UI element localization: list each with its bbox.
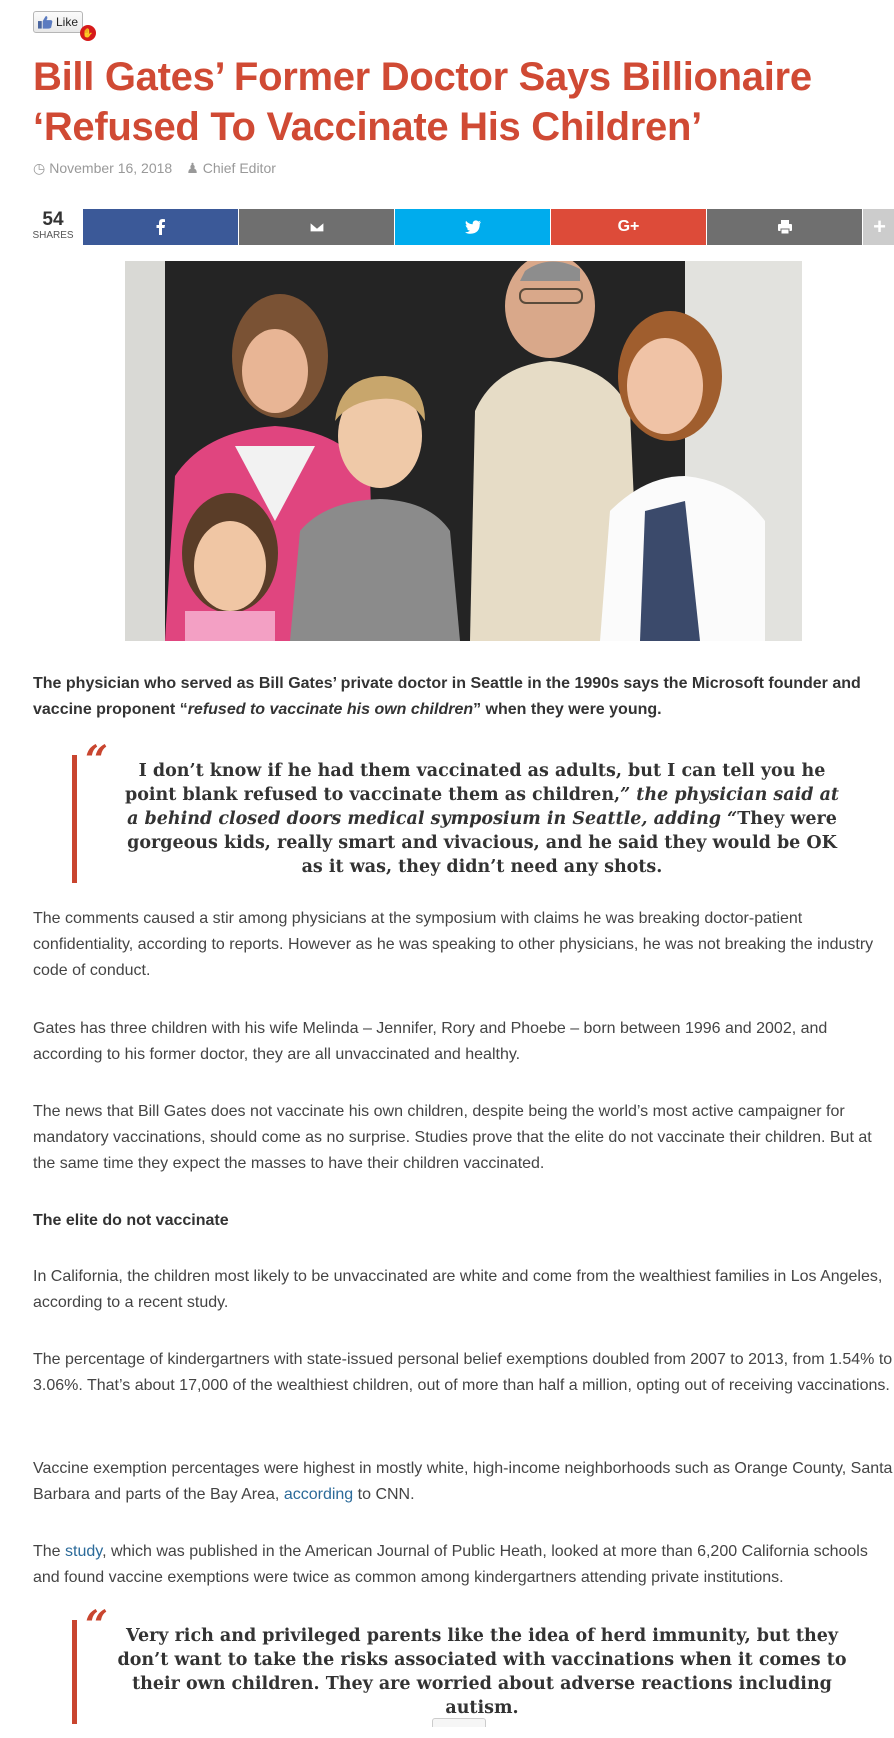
lead-paragraph [33,671,893,723]
quote1-text-2: They were gorgeous kids, really smart and vivacious, and he said they would be OK as it was, they didn’t need any shots. [127,809,837,877]
date-row [33,160,172,177]
share-count-number: 54 [42,209,64,230]
more-share-button[interactable] [863,209,894,245]
print-share-button[interactable] [707,209,863,245]
section-heading: The elite do not vaccinate [33,1212,229,1229]
share-count-label: SHARES [32,230,74,241]
paragraph-5: The percentage of kindergartners with state-issued personal belief exemptions doubled from 2007 to 2013, from 1.54% to 3.06%. That’s about 17,000 of the wealthiest children, out of more than half a million, opting out of receiving vaccinations. [33,1351,893,1394]
adblock-stop-icon[interactable]: ✋ [80,25,96,41]
twitter-share-button[interactable] [395,209,551,245]
scroll-tab[interactable] [432,1718,486,1727]
quote2-text: Very rich and privileged parents like the idea of herd immunity, but they don’t want to take the risks associated with vaccinations when it comes to their own children. They are worried about adverse reactions including autism. [117,1626,847,1718]
google-plus-share-button[interactable] [551,209,707,245]
author-row[interactable] [186,160,276,177]
article-date: November 16, 2018 [49,160,173,176]
email-share-button[interactable] [239,209,395,245]
lead-text-2: ” when they were young. [473,701,662,718]
p6-text-1: Vaccine exemption percentages were highest in mostly white, high-income neighborhoods such as Orange County, Santa Barbara and parts of the Bay Area, [33,1460,893,1503]
paragraph-4: In California, the children most likely to be unvaccinated are white and come from the wealthiest families in Los Angeles, according to a recent study. [33,1268,883,1311]
like-label: Like [56,15,79,29]
clock-icon: ◷ [33,160,46,176]
quote1-text-1: I don’t know if he had them vaccinated as adults, but I can tell you he point blank refused to vaccinate them as children, [124,761,826,805]
paragraph-2: Gates has three children with his wife Melinda – Jennifer, Rory and Phoebe – born between 1996 and 2002, and according to his former doctor, they are all unvaccinated and healthy. [33,1020,828,1063]
quote1-italic: ” the physician said at a behind closed doors medical symposium in Seattle, adding “ [127,785,840,829]
share-bar [83,209,894,245]
pull-quote-2 [72,1602,847,1724]
quote-mark-icon: “ [85,737,109,784]
paragraph-7 [33,1539,893,1591]
user-icon: ♟ [186,160,199,176]
paragraph-1: The comments caused a stir among physicians at the symposium with claims he was breaking doctor-patient confidentiality, according to reports. However as he was speaking to other physicians, he was not breaking the industry code of conduct. [33,910,874,979]
google-plus-icon: G+ [617,218,640,235]
study-link[interactable]: study [65,1543,103,1560]
article-photo [125,261,802,641]
print-icon [776,218,794,236]
thumbs-up-icon [38,15,53,29]
plus-icon: + [873,214,886,239]
like-button[interactable] [33,11,83,33]
facebook-icon [152,218,170,236]
paragraph-3: The news that Bill Gates does not vaccinate his own children, despite being the world’s most active campaigner for mandatory vaccinations, should come as no surprise. Studies prove that the elite do not vaccinate their children. But at the same time they expect the masses to have their children vaccinated. [33,1103,872,1172]
family-photo [125,261,802,641]
facebook-share-button[interactable] [83,209,239,245]
share-count [30,210,76,242]
pull-quote-1 [72,737,847,883]
paragraph-6 [33,1456,893,1508]
lead-italic: refused to vaccinate his own children [187,701,474,718]
twitter-icon [464,218,482,236]
according-link[interactable]: according [283,1486,354,1503]
p7-text-2: , which was published in the American Journal of Public Heath, looked at more than 6,200 California schools and found vaccine exemptions were twice as common among kindergartners attending private institutions. [33,1543,868,1586]
p7-text-1: The [33,1543,66,1560]
envelope-icon [308,218,326,236]
article-meta [33,160,276,177]
article-author[interactable]: Chief Editor [202,160,276,176]
article-title: Bill Gates’ Former Doctor Says Billionaire ‘Refused To Vaccinate His Children’ [33,55,812,149]
quote-mark-icon: “ [85,1602,109,1649]
p6-text-2: to CNN. [353,1486,415,1503]
lead-text-1: The physician who served as Bill Gates’ private doctor in Seattle in the 1990s says the Microsoft founder and vaccine proponent “ [33,675,861,718]
